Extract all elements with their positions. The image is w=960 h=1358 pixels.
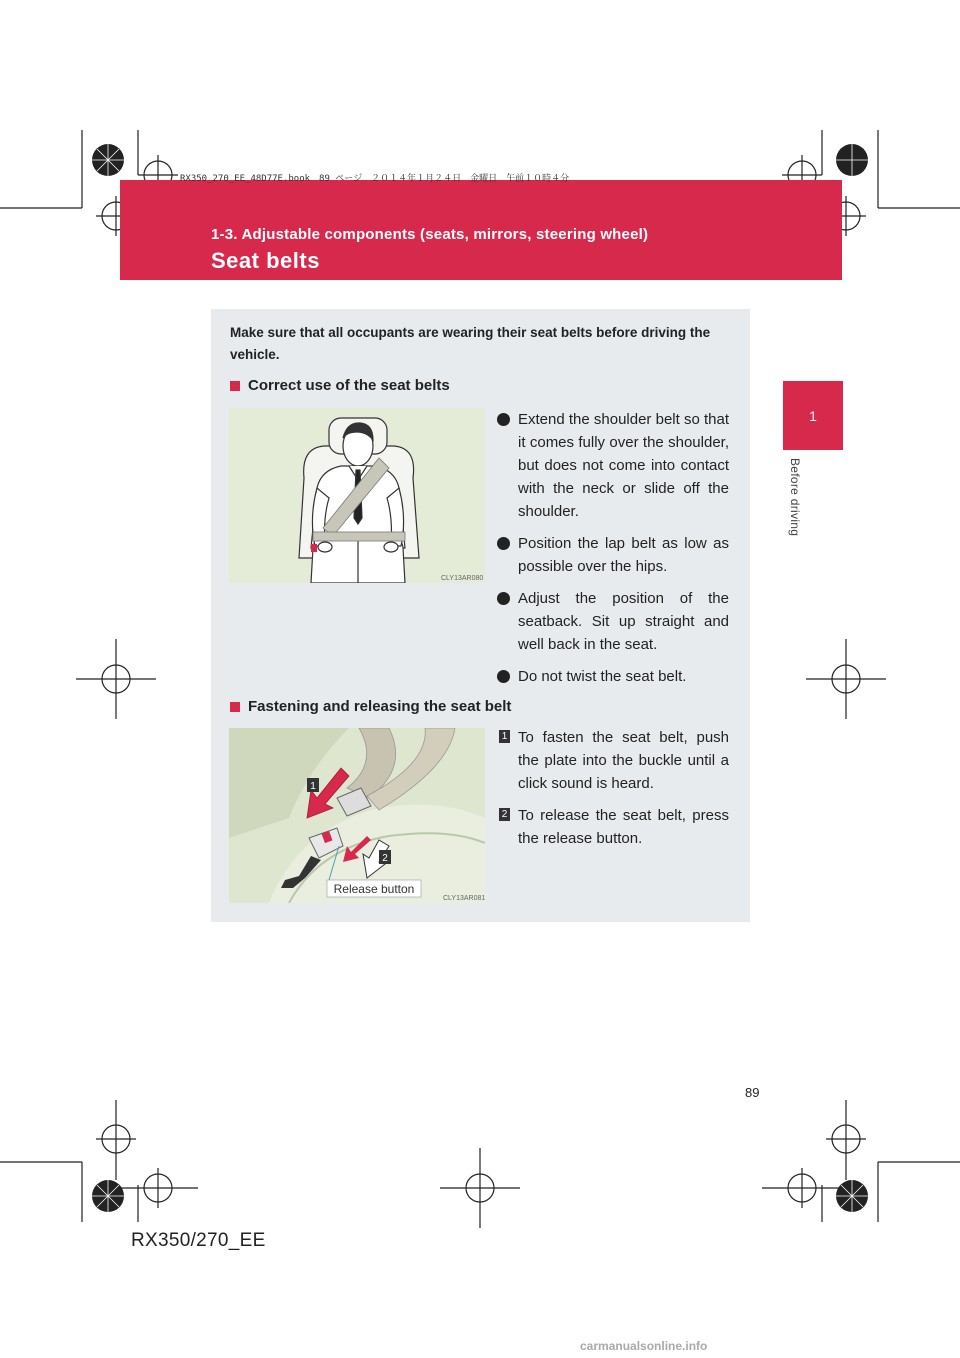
buckle-illustration [229,728,485,903]
seated-person-illustration [229,408,485,583]
list-item: Do not twist the seat belt. [497,665,729,688]
intro-text: Make sure that all occupants are wearing their seat belts before driving the vehicle. [230,325,711,362]
bullet-dot-icon [497,670,510,683]
page-number: 89 [745,1085,760,1100]
list-item: Adjust the position of the seatback. Sit up straight and well back in the seat. [497,587,729,656]
model-code: RX350/270_EE [131,1230,266,1251]
release-button-label: Release button [333,882,415,896]
watermark: carmanualsonline.info [580,1339,708,1353]
correct-use-bullet-list [497,408,729,697]
subheading-fastening [230,698,511,715]
fastening-steps-list [499,726,729,859]
bullet-dot-icon [497,592,510,605]
bullet-dot-icon [497,537,510,550]
step-marker: 1 [310,781,316,792]
subheading-correct-use [230,377,450,394]
image-code: CLY13AR080 [441,575,484,582]
step-marker: 2 [382,853,388,864]
list-item: Extend the shoulder belt so that it comes fully over the shoulder, but does not come into contact with the neck or slide off the shoulder. [497,408,729,523]
page-title: Seat belts [211,248,320,273]
section-breadcrumb: 1-3. Adjustable components (seats, mirrors, steering wheel) [211,226,649,243]
step-number-icon: 1 [499,730,510,743]
list-item: Position the lap belt as low as possible over the hips. [497,532,729,578]
list-item: 2 To release the seat belt, press the release button. [499,804,729,850]
chapter-tab [783,381,843,450]
book-file-info: RX350_270_EE_48D77E.book 89 ページ ２０１４年１月２４日 金曜日 午前１０時４分 [180,174,570,184]
subheading-text: Fastening and releasing the seat belt [248,698,512,715]
image-code: CLY13AR081 [443,895,485,902]
subheading-text: Correct use of the seat belts [248,377,450,394]
square-bullet-icon [230,381,240,391]
bullet-dot-icon [497,413,510,426]
chapter-number: 1 [809,407,817,424]
list-item: 1 To fasten the seat belt, push the plate into the buckle until a click sound is heard. [499,726,729,795]
chapter-label: Before driving [788,458,802,537]
illustration-correct-use [229,408,485,583]
square-bullet-icon [230,702,240,712]
step-number-icon: 2 [499,808,510,821]
illustration-buckle [229,728,485,903]
